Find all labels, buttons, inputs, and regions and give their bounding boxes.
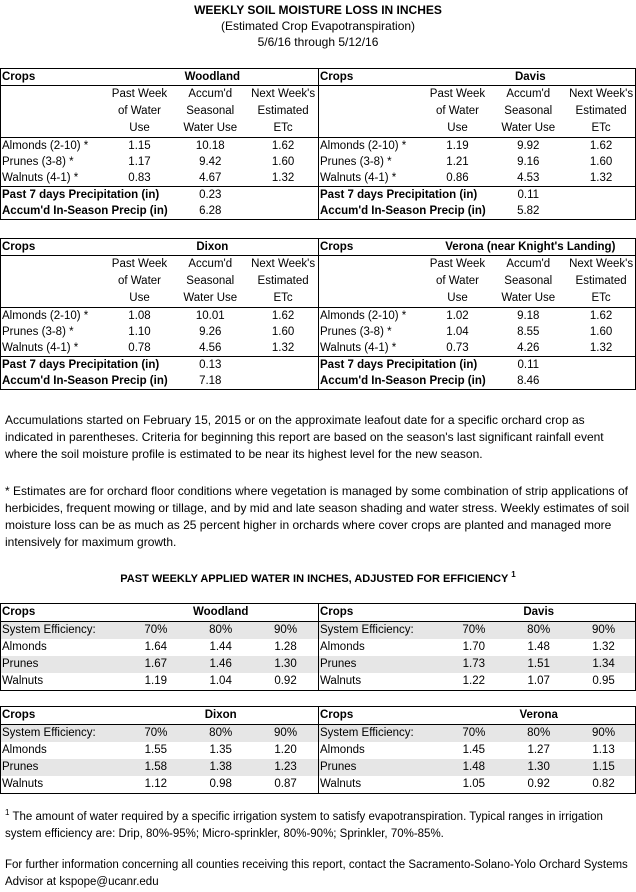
accum-header: Accum'd bbox=[506, 258, 551, 270]
crop-name: Walnuts (4-1) * bbox=[2, 342, 79, 354]
past-week-value: 1.02 bbox=[446, 310, 469, 322]
column-header-row bbox=[318, 256, 636, 274]
past-week-value: 1.04 bbox=[446, 326, 469, 338]
accum-precip-row bbox=[318, 203, 636, 220]
blank-cell bbox=[566, 373, 636, 390]
applied-water-table-verona bbox=[318, 706, 636, 794]
past-week-header: of Water bbox=[117, 105, 161, 117]
blank-cell bbox=[0, 290, 107, 308]
next-week-header: Estimated bbox=[257, 105, 309, 117]
table-row bbox=[318, 138, 636, 155]
past-week-header: Use bbox=[107, 290, 173, 308]
accum-value: 9.18 bbox=[517, 310, 540, 322]
applied-water-value: 1.55 bbox=[144, 744, 168, 756]
report-subtitle: (Estimated Crop Evapotranspiration) bbox=[220, 19, 416, 33]
next-week-header: Estimated bbox=[575, 105, 627, 117]
applied-water-value: 1.70 bbox=[462, 641, 486, 653]
column-header-row bbox=[0, 256, 318, 274]
applied-water-table bbox=[318, 603, 636, 691]
crop-name: Walnuts (4-1) * bbox=[320, 172, 397, 184]
applied-water-table-dixon bbox=[0, 706, 318, 794]
table-divider bbox=[0, 603, 1, 691]
efficiency-value: 90% bbox=[253, 622, 318, 640]
precip-value: 0.23 bbox=[172, 187, 248, 204]
site-name: Verona bbox=[441, 707, 636, 725]
next-week-value: 1.60 bbox=[271, 326, 295, 338]
applied-water-value: 1.32 bbox=[592, 641, 615, 653]
efficiency-label: System Efficiency: bbox=[318, 725, 441, 743]
accum-value: 10.18 bbox=[195, 140, 225, 152]
table-divider bbox=[0, 706, 1, 794]
accum-header: Seasonal bbox=[504, 275, 553, 287]
table-divider bbox=[318, 706, 319, 794]
site-name: Davis bbox=[425, 69, 636, 86]
table-row bbox=[0, 639, 318, 656]
column-header-row bbox=[0, 273, 318, 290]
report-dates: 5/6/16 through 5/12/16 bbox=[257, 35, 379, 49]
next-week-value: 1.32 bbox=[589, 342, 613, 354]
efficiency-value: 70% bbox=[123, 725, 188, 743]
column-header-row bbox=[318, 120, 636, 138]
contact-note: For further information concerning all counties receiving this report, contact the Sacramento-Solano-Yolo Orchard Systems Advisor at kspope@ucanr.edu bbox=[5, 859, 628, 888]
table-row bbox=[318, 656, 636, 673]
past-week-value: 0.86 bbox=[446, 172, 469, 184]
applied-water-table bbox=[0, 603, 318, 691]
crop-name: Almonds (2-10) * bbox=[320, 310, 407, 322]
crop-name: Almonds bbox=[320, 641, 365, 653]
applied-water-title-sup: 1 bbox=[511, 570, 516, 579]
table-divider bbox=[318, 68, 319, 220]
blank-cell bbox=[0, 120, 107, 138]
accum-header: Seasonal bbox=[186, 105, 235, 117]
applied-water-value: 1.15 bbox=[571, 759, 636, 776]
crop-name: Walnuts (4-1) * bbox=[2, 172, 79, 184]
next-week-value: 1.32 bbox=[271, 172, 295, 184]
efficiency-value: 70% bbox=[441, 622, 506, 640]
crop-name: Almonds bbox=[320, 744, 365, 756]
blank-cell bbox=[318, 103, 425, 120]
accum-value: 9.16 bbox=[517, 156, 540, 168]
site-name: Dixon bbox=[123, 707, 318, 725]
applied-water-value: 1.44 bbox=[209, 641, 232, 653]
footnote-1 bbox=[5, 804, 630, 843]
precip-row bbox=[318, 357, 636, 374]
applied-water-table-woodland bbox=[0, 603, 318, 691]
applied-water-value: 1.51 bbox=[506, 656, 571, 673]
column-header-row bbox=[0, 86, 318, 104]
crop-name: Almonds (2-10) * bbox=[320, 140, 407, 152]
table-row bbox=[318, 639, 636, 656]
applied-water-value: 0.95 bbox=[571, 673, 636, 691]
table-row bbox=[0, 742, 318, 759]
soil-moisture-table-woodland bbox=[0, 68, 318, 220]
past-week-value: 1.10 bbox=[128, 326, 151, 338]
soil-moisture-table bbox=[0, 68, 318, 220]
table-row bbox=[0, 759, 318, 776]
column-header-row bbox=[318, 290, 636, 308]
crop-name: Prunes bbox=[318, 656, 441, 673]
crop-name: Walnuts bbox=[0, 776, 123, 794]
report-title: WEEKLY SOIL MOISTURE LOSS IN INCHES bbox=[194, 3, 442, 17]
past-week-header: of Water bbox=[435, 275, 479, 287]
accum-value: 9.26 bbox=[199, 326, 222, 338]
precip-value: 0.11 bbox=[490, 357, 566, 374]
efficiency-label: System Efficiency: bbox=[0, 725, 123, 743]
table-row bbox=[0, 154, 318, 170]
accum-value: 9.42 bbox=[199, 156, 222, 168]
crop-name: Almonds (2-10) * bbox=[2, 310, 89, 322]
accum-value: 4.67 bbox=[199, 172, 222, 184]
accum-precip-label: Accum'd In-Season Precip (in) bbox=[0, 203, 172, 220]
efficiency-value: 80% bbox=[188, 725, 253, 743]
accum-header: Accum'd bbox=[188, 258, 233, 270]
efficiency-label: System Efficiency: bbox=[0, 622, 123, 640]
blank-cell bbox=[248, 373, 318, 390]
blank-cell bbox=[318, 256, 425, 274]
past-week-value: 0.73 bbox=[446, 342, 469, 354]
soil-moisture-table bbox=[318, 68, 636, 220]
applied-water-value: 0.92 bbox=[506, 776, 571, 794]
site-name: Verona (near Knight's Landing) bbox=[425, 239, 636, 256]
blank-cell bbox=[566, 357, 636, 374]
accum-header: Accum'd bbox=[188, 88, 233, 100]
past-week-header: Past Week bbox=[429, 258, 486, 270]
accumulation-note: Accumulations started on February 15, 2015 or on the approximate leafout date for a specific orchard crop as indicated in parentheses. Criteria for beginning this report are based on the season's last significant rainfall event where the soil moisture profile is estimated to be near its highest level for the new season. bbox=[5, 413, 604, 461]
crops-header: Crops bbox=[0, 707, 123, 725]
applied-water-value: 1.12 bbox=[123, 776, 188, 794]
accum-header: Water Use bbox=[172, 120, 248, 138]
footnote-1-text: The amount of water required by a specific irrigation system to satisfy evapotranspiration. Typical ranges in irrigation system efficiency are: Drip, 80%-95%; Micro-sprinkler, 80%-90%; Sprinkler, 70%-85%. bbox=[5, 810, 603, 840]
precip-label: Past 7 days Precipitation (in) bbox=[0, 187, 172, 204]
blank-cell bbox=[318, 290, 425, 308]
estimates-note: * Estimates are for orchard floor conditions where vegetation is managed by some combination of strip applications of herbicides, frequent mowing or tillage, and by mid and late season shading and water stress. Weekly estimates of soil moisture loss can be as much as 25 percent higher in orchards where cover crops are planted and managed more intensively for maximum growth. bbox=[5, 484, 630, 549]
precip-value: 0.13 bbox=[172, 357, 248, 374]
table-header-row bbox=[0, 69, 318, 86]
table-divider bbox=[0, 238, 1, 390]
crop-name: Walnuts bbox=[318, 776, 441, 794]
next-week-value: 1.62 bbox=[271, 310, 295, 322]
blank-cell bbox=[0, 103, 107, 120]
accum-value: 4.53 bbox=[517, 172, 540, 184]
precip-label: Past 7 days Precipitation (in) bbox=[318, 357, 490, 374]
column-header-row bbox=[0, 120, 318, 138]
accum-precip-label: Accum'd In-Season Precip (in) bbox=[318, 203, 490, 220]
accum-header: Water Use bbox=[490, 120, 566, 138]
next-week-value: 1.32 bbox=[271, 342, 295, 354]
table-header-row bbox=[318, 707, 636, 725]
blank-cell bbox=[318, 120, 425, 138]
column-header-row bbox=[0, 103, 318, 120]
table-row bbox=[0, 138, 318, 155]
site-name: Woodland bbox=[107, 69, 318, 86]
column-header-row bbox=[318, 273, 636, 290]
table-row bbox=[0, 656, 318, 673]
accum-header: Water Use bbox=[172, 290, 248, 308]
next-week-header: ETc bbox=[566, 290, 636, 308]
table-row bbox=[0, 324, 318, 340]
next-week-header: ETc bbox=[248, 290, 318, 308]
past-week-header: of Water bbox=[117, 275, 161, 287]
crop-name: Walnuts bbox=[318, 673, 441, 691]
table-header-row bbox=[0, 707, 318, 725]
table-row bbox=[318, 324, 636, 340]
table-row bbox=[318, 742, 636, 759]
efficiency-value: 80% bbox=[188, 622, 253, 640]
crop-name: Prunes (3-8) * bbox=[2, 156, 74, 168]
precip-value: 0.11 bbox=[490, 187, 566, 204]
report-header bbox=[0, 3, 636, 49]
next-week-value: 1.32 bbox=[589, 172, 613, 184]
past-week-value: 1.21 bbox=[446, 156, 469, 168]
efficiency-value: 80% bbox=[506, 725, 571, 743]
applied-water-value: 1.67 bbox=[123, 656, 188, 673]
column-header-row bbox=[318, 103, 636, 120]
table-row bbox=[0, 340, 318, 357]
past-week-value: 1.19 bbox=[446, 140, 469, 152]
table-header-row bbox=[0, 604, 318, 622]
applied-water-value: 1.23 bbox=[253, 759, 318, 776]
next-week-header: Next Week's bbox=[251, 88, 316, 100]
footnote-1-marker: 1 bbox=[5, 808, 10, 817]
next-week-value: 1.62 bbox=[271, 140, 295, 152]
accum-precip-row bbox=[318, 373, 636, 390]
efficiency-row bbox=[0, 725, 318, 743]
precip-row bbox=[318, 187, 636, 204]
table-row bbox=[0, 776, 318, 794]
accum-value: 4.26 bbox=[517, 342, 540, 354]
applied-water-value: 1.05 bbox=[441, 776, 506, 794]
applied-water-value: 1.48 bbox=[441, 759, 506, 776]
applied-water-value: 1.30 bbox=[253, 656, 318, 673]
past-week-value: 1.08 bbox=[128, 310, 151, 322]
crops-header: Crops bbox=[318, 69, 425, 86]
soil-moisture-table-verona bbox=[318, 238, 636, 390]
accum-header: Accum'd bbox=[506, 88, 551, 100]
applied-water-value: 1.20 bbox=[274, 744, 297, 756]
next-week-header: Next Week's bbox=[569, 88, 634, 100]
applied-water-value: 1.64 bbox=[144, 641, 168, 653]
past-week-header: Use bbox=[107, 120, 173, 138]
crop-name: Prunes (3-8) * bbox=[320, 326, 392, 338]
crops-header: Crops bbox=[0, 69, 107, 86]
past-week-header: of Water bbox=[435, 105, 479, 117]
applied-water-value: 1.19 bbox=[123, 673, 188, 691]
soil-moisture-table bbox=[318, 238, 636, 390]
applied-water-value: 1.35 bbox=[209, 744, 232, 756]
table-divider bbox=[318, 603, 319, 691]
next-week-header: Estimated bbox=[575, 275, 627, 287]
applied-water-table-davis bbox=[318, 603, 636, 691]
applied-water-value: 1.07 bbox=[506, 673, 571, 691]
past-week-header: Use bbox=[425, 120, 491, 138]
accum-header: Water Use bbox=[490, 290, 566, 308]
past-week-header: Past Week bbox=[429, 88, 486, 100]
applied-water-value: 1.22 bbox=[441, 673, 506, 691]
table-row bbox=[318, 308, 636, 325]
crop-name: Prunes bbox=[0, 656, 123, 673]
past-week-header: Past Week bbox=[111, 258, 168, 270]
table-header-row bbox=[318, 239, 636, 256]
efficiency-value: 70% bbox=[123, 622, 188, 640]
efficiency-value: 90% bbox=[571, 725, 636, 743]
applied-water-value: 0.92 bbox=[253, 673, 318, 691]
efficiency-label: System Efficiency: bbox=[318, 622, 441, 640]
applied-water-value: 1.45 bbox=[462, 744, 486, 756]
crop-name: Almonds bbox=[2, 641, 47, 653]
table-row bbox=[318, 340, 636, 357]
site-name: Dixon bbox=[107, 239, 318, 256]
blank-cell bbox=[0, 273, 107, 290]
accum-precip-row bbox=[0, 203, 318, 220]
accum-precip-label: Accum'd In-Season Precip (in) bbox=[318, 373, 490, 390]
applied-water-value: 1.58 bbox=[123, 759, 188, 776]
next-week-header: ETc bbox=[248, 120, 318, 138]
table-row bbox=[318, 170, 636, 187]
past-week-header: Past Week bbox=[111, 88, 168, 100]
next-week-header: Estimated bbox=[257, 275, 309, 287]
blank-cell bbox=[0, 86, 107, 104]
table-header-row bbox=[318, 69, 636, 86]
applied-water-value: 0.98 bbox=[188, 776, 253, 794]
table-row bbox=[0, 308, 318, 325]
crop-name: Prunes (3-8) * bbox=[2, 326, 74, 338]
crops-header: Crops bbox=[318, 604, 441, 622]
accum-precip-value: 6.28 bbox=[172, 203, 248, 220]
table-row bbox=[0, 170, 318, 187]
accum-precip-value: 7.18 bbox=[172, 373, 248, 390]
applied-water-value: 1.30 bbox=[506, 759, 571, 776]
table-row bbox=[0, 673, 318, 691]
accum-value: 10.01 bbox=[195, 310, 225, 322]
applied-water-value: 1.13 bbox=[592, 744, 615, 756]
applied-water-value: 1.04 bbox=[188, 673, 253, 691]
table-row bbox=[318, 154, 636, 170]
soil-moisture-table-dixon bbox=[0, 238, 318, 390]
applied-water-value: 1.27 bbox=[527, 744, 550, 756]
accum-header: Seasonal bbox=[186, 275, 235, 287]
table-row bbox=[318, 673, 636, 691]
accum-precip-value: 5.82 bbox=[490, 203, 566, 220]
next-week-header: Next Week's bbox=[251, 258, 316, 270]
accum-precip-label: Accum'd In-Season Precip (in) bbox=[0, 373, 172, 390]
next-week-value: 1.60 bbox=[589, 326, 613, 338]
efficiency-row bbox=[318, 725, 636, 743]
crop-name: Walnuts bbox=[0, 673, 123, 691]
blank-cell bbox=[248, 187, 318, 204]
blank-cell bbox=[566, 203, 636, 220]
past-week-value: 0.78 bbox=[128, 342, 151, 354]
blank-cell bbox=[248, 357, 318, 374]
blank-cell bbox=[318, 86, 425, 104]
crop-name: Prunes bbox=[318, 759, 441, 776]
efficiency-value: 90% bbox=[571, 622, 636, 640]
efficiency-value: 70% bbox=[441, 725, 506, 743]
past-week-header: Use bbox=[425, 290, 491, 308]
site-name: Davis bbox=[441, 604, 636, 622]
accum-precip-row bbox=[0, 373, 318, 390]
crop-name: Almonds bbox=[2, 744, 47, 756]
accum-value: 8.55 bbox=[517, 326, 540, 338]
table-divider bbox=[0, 68, 1, 220]
crop-name: Prunes (3-8) * bbox=[320, 156, 392, 168]
crops-header: Crops bbox=[0, 604, 123, 622]
next-week-header: ETc bbox=[566, 120, 636, 138]
soil-moisture-table-davis bbox=[318, 68, 636, 220]
efficiency-value: 80% bbox=[506, 622, 571, 640]
past-week-value: 1.17 bbox=[128, 156, 151, 168]
precip-label: Past 7 days Precipitation (in) bbox=[318, 187, 490, 204]
applied-water-title-text: PAST WEEKLY APPLIED WATER IN INCHES, ADJUSTED FOR EFFICIENCY bbox=[120, 572, 509, 585]
next-week-header: Next Week's bbox=[569, 258, 634, 270]
efficiency-row bbox=[0, 622, 318, 640]
accum-value: 4.56 bbox=[199, 342, 222, 354]
column-header-row bbox=[0, 290, 318, 308]
soil-moisture-table bbox=[0, 238, 318, 390]
accum-precip-value: 8.46 bbox=[490, 373, 566, 390]
column-header-row bbox=[318, 86, 636, 104]
applied-water-value: 1.73 bbox=[441, 656, 506, 673]
table-header-row bbox=[0, 239, 318, 256]
crops-header: Crops bbox=[318, 707, 441, 725]
applied-water-value: 1.38 bbox=[188, 759, 253, 776]
next-week-value: 1.60 bbox=[589, 156, 613, 168]
blank-cell bbox=[0, 256, 107, 274]
applied-water-value: 0.87 bbox=[253, 776, 318, 794]
accum-value: 9.92 bbox=[517, 140, 540, 152]
blank-cell bbox=[248, 203, 318, 220]
applied-water-value: 1.46 bbox=[188, 656, 253, 673]
applied-water-value: 1.34 bbox=[571, 656, 636, 673]
next-week-value: 1.62 bbox=[589, 140, 613, 152]
next-week-value: 1.60 bbox=[271, 156, 295, 168]
applied-water-value: 1.28 bbox=[274, 641, 297, 653]
crops-header: Crops bbox=[0, 239, 107, 256]
blank-cell bbox=[318, 273, 425, 290]
blank-cell bbox=[566, 187, 636, 204]
precip-row bbox=[0, 357, 318, 374]
next-week-value: 1.62 bbox=[589, 310, 613, 322]
past-week-value: 0.83 bbox=[128, 172, 151, 184]
efficiency-row bbox=[318, 622, 636, 640]
crop-name: Prunes bbox=[0, 759, 123, 776]
accum-header: Seasonal bbox=[504, 105, 553, 117]
table-divider bbox=[318, 238, 319, 390]
applied-water-title bbox=[0, 570, 636, 585]
precip-label: Past 7 days Precipitation (in) bbox=[0, 357, 172, 374]
crop-name: Almonds (2-10) * bbox=[2, 140, 89, 152]
efficiency-value: 90% bbox=[253, 725, 318, 743]
crops-header: Crops bbox=[318, 239, 425, 256]
applied-water-value: 0.82 bbox=[571, 776, 636, 794]
precip-row bbox=[0, 187, 318, 204]
past-week-value: 1.15 bbox=[128, 140, 151, 152]
table-row bbox=[318, 776, 636, 794]
crop-name: Walnuts (4-1) * bbox=[320, 342, 397, 354]
applied-water-table bbox=[318, 706, 636, 794]
site-name: Woodland bbox=[123, 604, 318, 622]
applied-water-table bbox=[0, 706, 318, 794]
table-header-row bbox=[318, 604, 636, 622]
applied-water-value: 1.48 bbox=[527, 641, 550, 653]
table-row bbox=[318, 759, 636, 776]
